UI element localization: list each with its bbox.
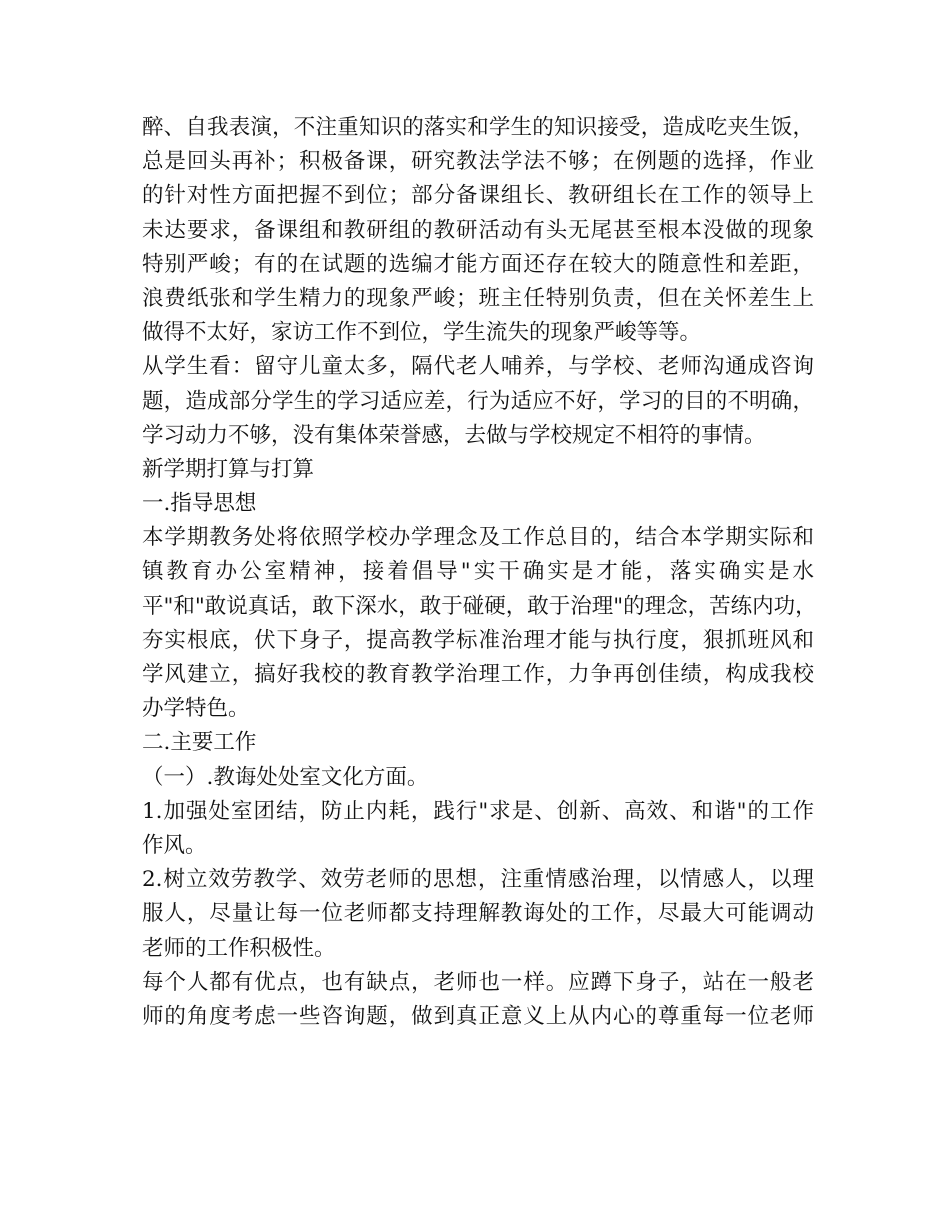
text-line: 老师的工作积极性。	[142, 935, 336, 961]
text-line: 本学期教务处将依照学校办学理念及工作总目的，结合本学期实际和	[142, 525, 814, 551]
text-line: 题，造成部分学生的学习适应差，行为适应不好，学习的目的不明确，	[142, 388, 814, 414]
text-line: 学风建立，搞好我校的教育教学治理工作，力争再创佳绩，构成我校	[142, 662, 814, 687]
text-line: 总是回头再补；积极备课，研究教法学法不够；在例题的选择，作业	[142, 149, 814, 175]
document-body	[142, 111, 817, 1034]
text-line: 办学特色。	[142, 696, 250, 722]
text-line: 每个人都有优点，也有缺点，老师也一样。应蹲下身子，站在一般老	[142, 969, 814, 995]
text-line: 特别严峻；有的在试题的选编才能方面还存在较大的随意性和差距，	[142, 251, 814, 277]
text-line: 服人，尽量让每一位老师都支持理解教诲处的工作，尽最大可能调动	[142, 901, 814, 927]
text-line: 2.树立效劳教学、效劳老师的思想，注重情感治理，以情感人，以理	[142, 867, 814, 893]
text-line: 学习动力不够，没有集体荣誉感，去做与学校规定不相符的事情。	[142, 422, 766, 448]
text-line: 作风。	[142, 832, 207, 858]
section-heading: 一.指导思想	[142, 491, 257, 517]
text-line: 从学生看：留守儿童太多，隔代老人哺养，与学校、老师沟通成咨询	[142, 354, 814, 380]
section-heading: 新学期打算与打算	[142, 456, 315, 482]
section-heading: 二.主要工作	[142, 730, 257, 756]
text-line: 未达要求，备课组和教研组的教研活动有头无尾甚至根本没做的现象	[142, 217, 814, 243]
text-line: 夯实根底，伏下身子，提高教学标准治理才能与执行度，狠抓班风和	[142, 627, 814, 653]
text-line: 的针对性方面把握不到位；部分备课组长、教研组长在工作的领导上	[142, 183, 814, 209]
text-line: 做得不太好，家访工作不到位，学生流失的现象严峻等等。	[142, 320, 702, 346]
text-line: 镇教育办公室精神，接着倡导"实干确实是才能，落实确实是水	[142, 559, 814, 585]
text-line: 1.加强处室团结，防止内耗，践行"求是、创新、高效、和谐"的工作	[142, 798, 814, 824]
text-line: 浪费纸张和学生精力的现象严峻；班主任特别负责，但在关怀差生上	[142, 285, 814, 311]
text-line: 师的角度考虑一些咨询题，做到真正意义上从内心的尊重每一位老师	[142, 1003, 814, 1029]
text-line: 醉、自我表演，不注重知识的落实和学生的知识接受，造成吃夹生饭，	[142, 115, 814, 140]
subsection-heading: （一）.教诲处处室文化方面。	[142, 764, 429, 790]
text-line: 平"和"敢说真话，敢下深水，敢于碰硬，敢于治理"的理念，苦练内功，	[142, 593, 817, 619]
